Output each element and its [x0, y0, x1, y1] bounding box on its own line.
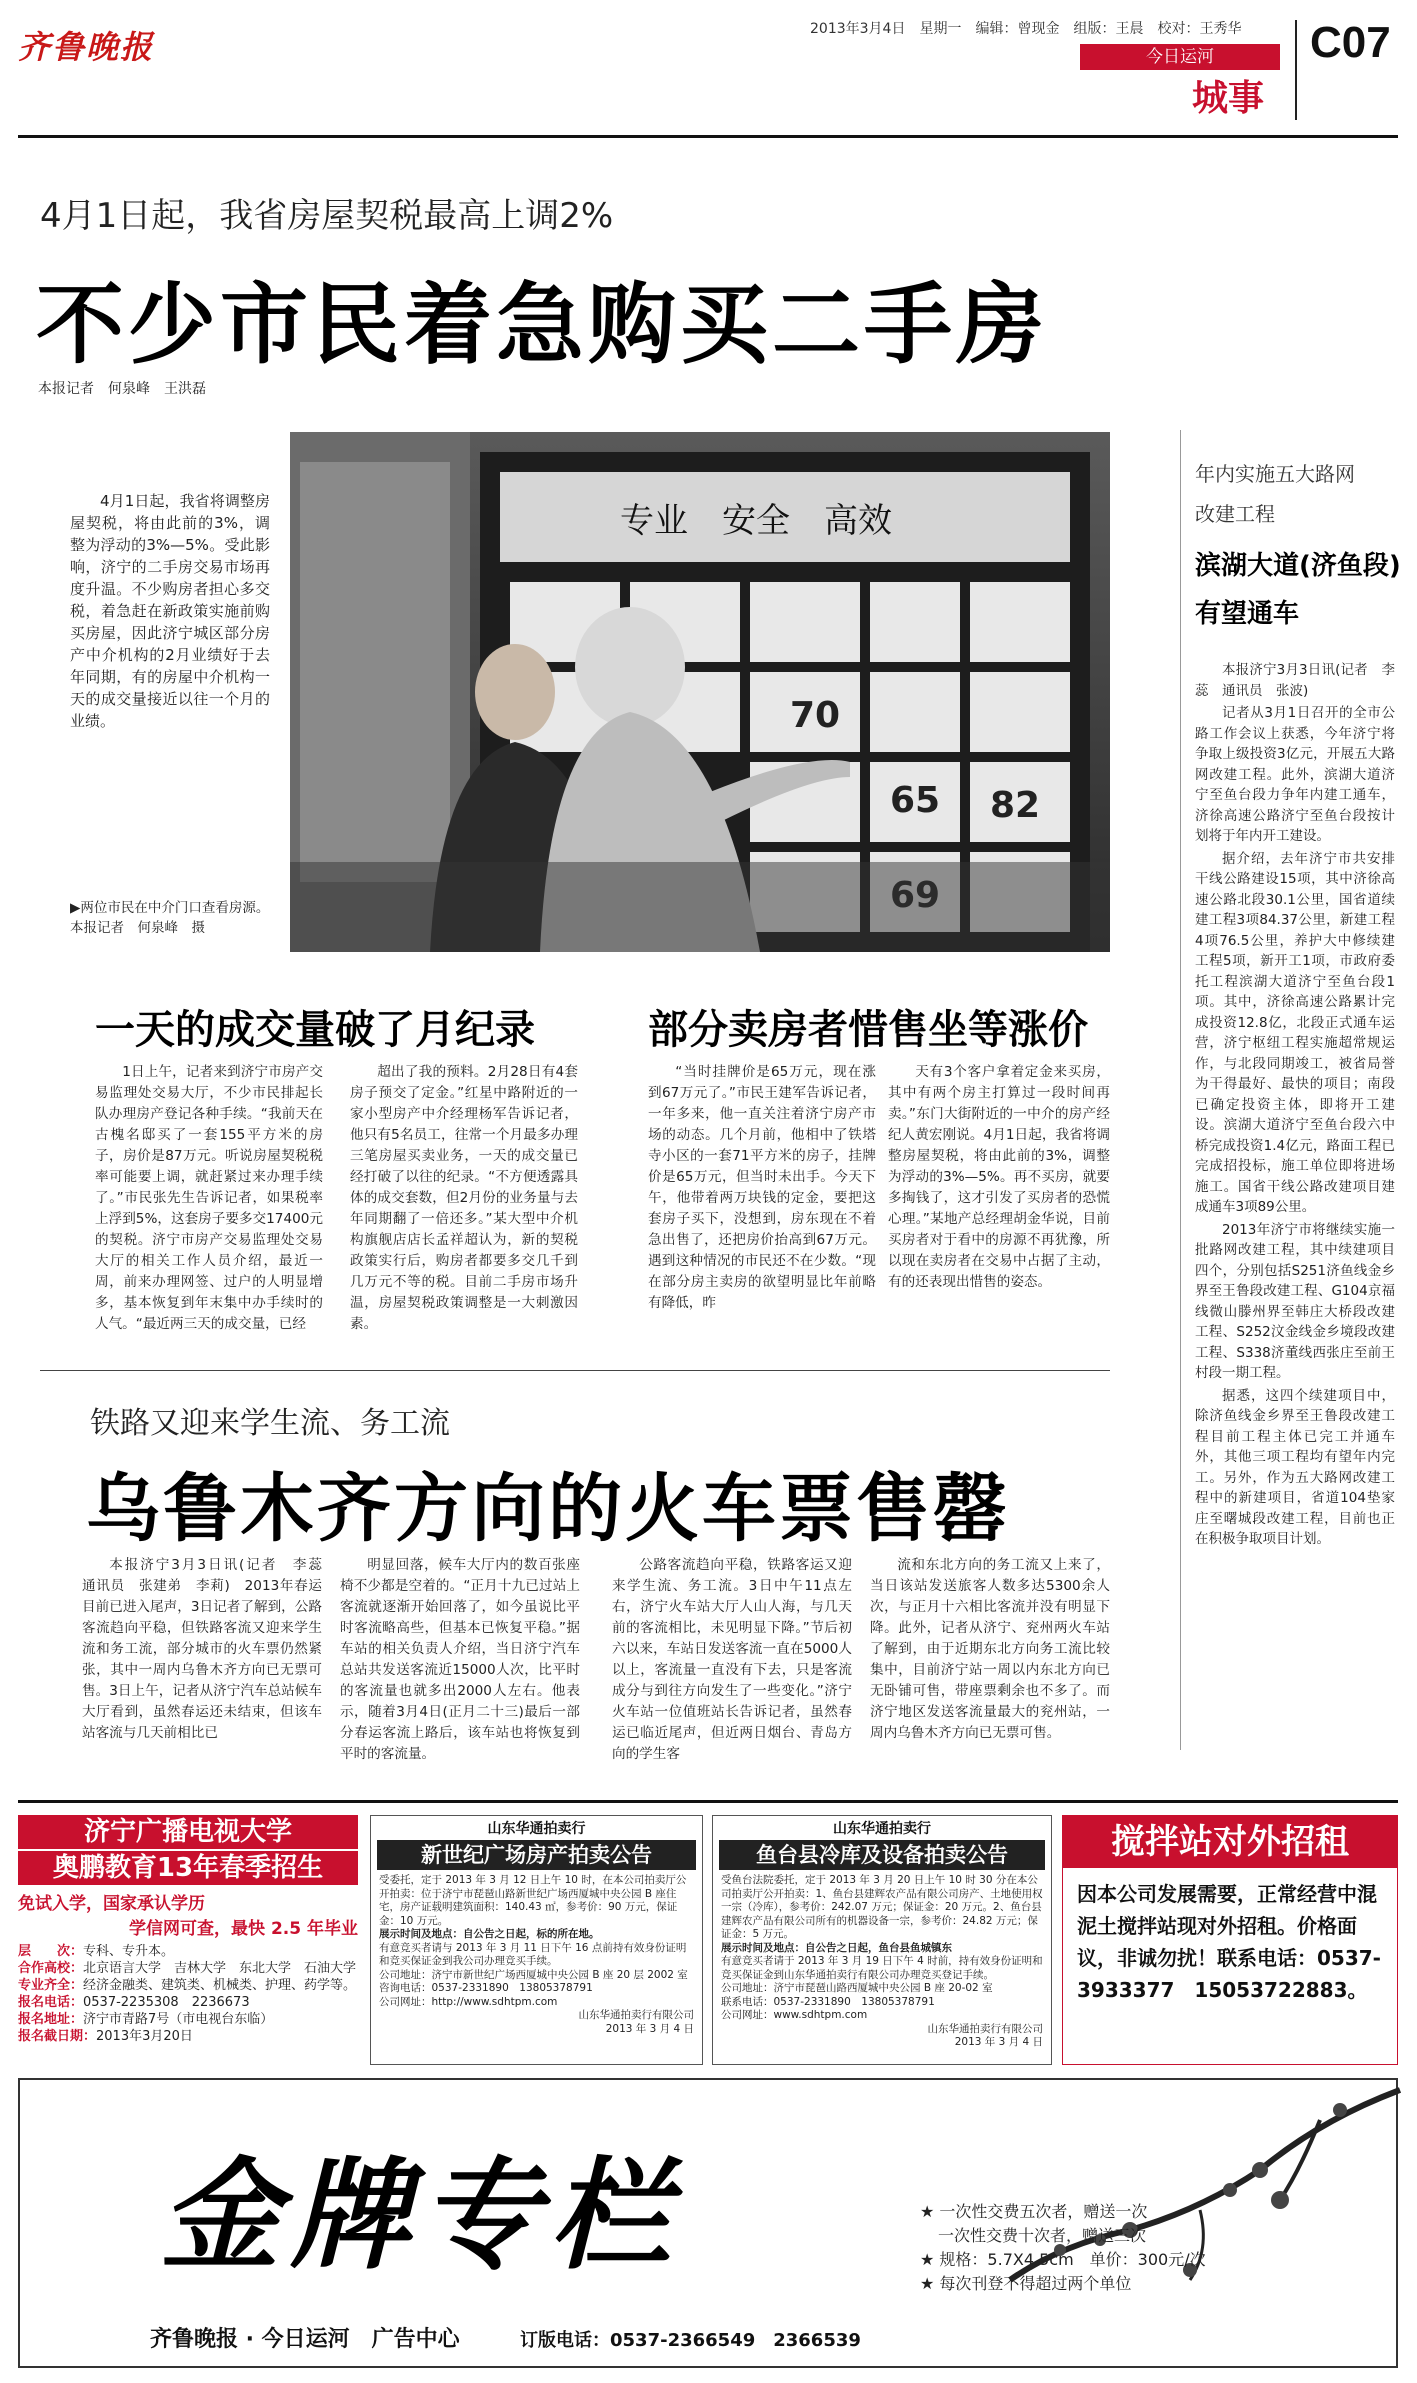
ad1-level-row — [18, 1943, 358, 1960]
ad2-body: 受委托，定于 2013 年 3 月 12 日上午 10 时，在本公司拍卖厅公开拍卖：位于济宁市琵琶山路新世纪广场西厦城中央公园 B 座住宅，房产证载明建筑面积：140.43 ㎡，参考价：90 万元，保证金：10 万元。 — [379, 1874, 687, 1927]
ad1-phone-label: 报名电话： — [18, 1995, 84, 2010]
page-number: C07 — [1310, 18, 1391, 67]
photo-listing-3: 82 — [990, 785, 1041, 826]
story1-col-4-text: 天有3个客户拿着定金来买房，其中有两个房主打算过一段时间再卖。”东门大街附近的一中介的房产经纪人黄宏刚说。4月1日起，我省将调整房屋契税，将由此前的3%，调整为浮动的3%—5%。再不买房，就要多掏钱了，这才引发了买房者的恐慌心理。”某地产总经理胡金华说，目前买房者对于看中的房源不再犹豫，所以现在卖房者在交易中占据了主动，有的还表现出惜售的姿态。 — [888, 1064, 1110, 1290]
sidebar-body — [1195, 660, 1395, 1750]
page-meta: 2013年3月4日 星期一 编辑：曾现金 组版：王晨 校对：王秀华 — [810, 21, 1242, 37]
masthead-rule — [18, 135, 1398, 138]
photo-caption-text: ▶两位市民在中介门口查看房源。 — [70, 900, 270, 916]
ad1-deadline-label: 报名截日期： — [18, 2029, 97, 2044]
ad-auction-1 — [370, 1815, 703, 2065]
ad1-majors: 经济金融类、建筑类、机械类、护理、药学等。 — [83, 1978, 357, 1993]
sidebar-byline: 本报济宁3月3日讯(记者 李蕊 通讯员 张波) — [1195, 662, 1395, 699]
ad3-show: 展示时间及地点：自公告之日起，鱼台县鱼城镇东 — [721, 1941, 952, 1954]
ads-rule — [18, 1800, 1398, 1803]
ad1-deadline-row — [18, 2028, 358, 2045]
sidebar-divider — [1180, 430, 1181, 1750]
story2-col-3 — [612, 1555, 852, 1765]
ad-gold-column — [18, 2078, 1398, 2368]
ad3-sign: 山东华通拍卖行有限公司 — [927, 2022, 1043, 2035]
story2-col-1-text: 本报济宁3月3日讯(记者 李蕊 通讯员 张建弟 李莉) 2013年春运目前已进入尾声，3日记者了解到，公路客流趋向平稳，但铁路客流又迎来学生流和务工流，部分城市的火车票仍然紧张，其中一周内乌鲁木齐方向已无票可售。3日上午，记者从济宁汽车总站候车大厅看到，虽然春运还未结束，但该车站客流与几天前相比已 — [82, 1557, 336, 1741]
story1-col-3 — [648, 1062, 876, 1342]
ad1-majors-row — [18, 1977, 358, 1994]
ad1-level-label: 层 次： — [18, 1944, 84, 1959]
story1-col-4 — [888, 1062, 1110, 1342]
gold-footer: 齐鲁晚报 · 今日运河 广告中心 — [150, 2327, 460, 2352]
section-name: 城事 — [1192, 78, 1265, 119]
story2-kicker: 铁路又迎来学生流、务工流 — [90, 1406, 450, 1441]
sidebar-paragraph-3: 2013年济宁市将继续实施一批路网改建工程，其中续建项目四个，分别包括S251济鱼线金乡界至王鲁段改建工程、G104京福线微山滕州界至韩庄大桥段改建工程、S252汶金线金乡境段改建工程、S338济董线西张庄至前王村段一期工程。 — [1195, 1221, 1395, 1381]
sidebar-kicker-2: 改建工程 — [1195, 502, 1275, 526]
story2-col-1 — [82, 1555, 336, 1765]
ad2-show: 展示时间及地点：自公告之日起，标的所在地。 — [379, 1928, 600, 1940]
story1-col-1 — [95, 1062, 323, 1342]
story1-col-2 — [350, 1062, 578, 1342]
ad2-addr: 公司地址：济宁市新世纪广场西厦城中央公园 B 座 20 层 2002 室 — [379, 1968, 688, 1981]
person-face-1 — [475, 644, 555, 740]
ad3-tel: 联系电话：0537-2331890 13805378791 — [721, 1995, 935, 2008]
story2-col-4-text: 流和东北方向的务工流又上来了，当日该站发送旅客人数多达5300余人次，与正月十六相比客流并没有明显下降。此外，记者从济宁、兖州两火车站了解到，由于近期东北方向务工流比较集中，目前济宁站一周以内东北方向已无卧铺可售，带座票剩余也不多了。而济宁地区发送客流量最大的兖州站，一周内乌鲁木齐方向已无票可售。 — [870, 1557, 1110, 1741]
ad2-web: 公司网址：http://www.sdhtpm.com — [379, 1995, 558, 2008]
story1-intro — [70, 490, 270, 890]
story2-headline: 乌鲁木齐方向的火车票售罄 — [86, 1466, 1010, 1552]
photo-sign-top: 专业 安全 高效 — [620, 501, 892, 541]
ad3-body: 受鱼台法院委托，定于 2013 年 3 月 20 日上午 10 时 30 分在本公司拍卖厅公开拍卖：1、鱼台县建辉农产品有限公司房产、土地使用权一宗（冷库），参考价：242.07 万元；保证金：20 万元。2、鱼台县建辉农产品有限公司所有的机器设备一宗，参考价：24.82 万元；保证金：5 万元。 — [721, 1874, 1043, 1940]
ad-mixing-station — [1062, 1815, 1398, 2065]
story1-subhead-2: 部分卖房者惜售坐等涨价 — [648, 1007, 1088, 1053]
story1-photo — [290, 432, 1110, 952]
story2-col-2-text: 明显回落，候车大厅内的数百张座椅不少都是空着的。“正月十九已过站上客流就逐渐开始回落了，如今虽说比平时客流略高些，但基本已恢复平稳。”据车站的相关负责人介绍，当日济宁汽车总站共发送客流近15000人次，比平时的客流量也就多出2000人左右。他表示，随着3月4日(正月二十三)最后一部分春运客流上路后，该车站也将恢复到平时的客流量。 — [340, 1557, 580, 1762]
paper-logo: 齐鲁晚报 — [18, 28, 155, 66]
ad1-partners-label: 合作高校： — [18, 1961, 84, 1976]
photo-credit: 本报记者 何泉峰 摄 — [70, 920, 205, 936]
ad1-majors-label: 专业齐全： — [18, 1978, 84, 1993]
ad-auction-2 — [712, 1815, 1052, 2065]
story2-col-3-text: 公路客流趋向平稳，铁路客运又迎来学生流、务工流。3日中午11点左右，济宁火车站大厅人山人海，与几天前的客流相比，未见明显下降。”节后初六以来，车站日发送客流一直在5000人以上，客流量一直没有下去，只是客流成分与到往方向发生了一些变化。”济宁火车站一位值班站长告诉记者，虽然春运已临近尾声，但近两日烟台、青岛方向的学生客 — [612, 1557, 852, 1762]
ad1-addr-row — [18, 2011, 358, 2028]
ad1-addr: 济宁市青路7号（市电视台东临） — [83, 2012, 274, 2027]
ad1-addr-label: 报名地址： — [18, 2012, 84, 2027]
gold-perk-3: ★ 规格：5.7X4.5cm 单价：300元/次 — [920, 2250, 1206, 2269]
ad2-reg: 有意竞买者请与 2013 年 3 月 11 日下午 16 点前持有效身份证明和竞买保证金到我公司办理竞买手续。 — [379, 1941, 687, 1967]
section-tag: 今日运河 — [1080, 44, 1280, 70]
story2-col-2 — [340, 1555, 580, 1765]
story-divider — [40, 1370, 1110, 1371]
ad1-deadline: 2013年3月20日 — [96, 2029, 193, 2044]
ad2-tel: 咨询电话：0537-2331890 13805378791 — [379, 1982, 593, 1994]
sidebar-paragraph-4: 据悉，这四个续建项目中，除济鱼线金乡界至王鲁段改建工程目前工程主体已完工并通车外，其他三项工程均有望年内完工。另外，作为五大路网改建工程中的新建项目，省道104垫家庄至曙城段改建工程，目前也正在积极争取项目计划。 — [1195, 1387, 1395, 1547]
ad2-title: 新世纪广场房产拍卖公告 — [377, 1840, 696, 1870]
story2-col-4 — [870, 1555, 1110, 1765]
ad2-date: 2013 年 3 月 4 日 — [605, 2022, 694, 2035]
ad2-sign: 山东华通拍卖行有限公司 — [578, 2009, 694, 2021]
ad1-line3: 免试入学，国家承认学历 — [18, 1894, 205, 1914]
gold-phone: 订版电话：0537-2366549 2366539 — [520, 2330, 861, 2351]
story1-kicker: 4月1日起，我省房屋契税最高上调2% — [40, 196, 614, 236]
ad1-line1: 济宁广播电视大学 — [18, 1815, 358, 1849]
ad1-line4: 学信网可查，最快 2.5 年毕业 — [129, 1919, 358, 1939]
ad3-date: 2013 年 3 月 4 日 — [954, 2036, 1043, 2048]
sidebar-paragraph-2: 据介绍，去年济宁市共安排干线公路建设15项，其中济徐高速公路北段30.1公里，国省道续建工程3项84.37公里，新建工程4项76.5公里，养护大中修续建工程5项，新开工1项，市政府委托工程滨湖大道济宁至鱼台段1项。其中，济徐高速公路累计完成投资12.8亿，北段正式通车运营，济宁枢纽工程实施超常规运作，与北段同期竣工，被省局誉为干得最好、最快的项目；南段已确定投资主体，即将开工建设。滨湖大道济宁至鱼台段六中桥完成投资1.4亿元，路面工程已完成招投标，施工单位即将进场施工。国省干线公路改建项目建成通车3项89公里。 — [1195, 850, 1395, 1215]
sidebar-headline-2: 有望通车 — [1195, 599, 1300, 629]
gold-perk-4: ★ 每次刊登不得超过两个单位 — [920, 2274, 1132, 2293]
ad3-org: 山东华通拍卖行 — [833, 1821, 931, 1837]
ad3-web: 公司网址：www.sdhtpm.com — [721, 2009, 868, 2021]
gold-perk-2: 一次性交费十次者，赠送三次 — [938, 2226, 1147, 2245]
ad1-phone: 0537-2235308 2236673 — [83, 1995, 250, 2010]
storefront-photo-illustration — [290, 432, 1110, 952]
story1-byline: 本报记者 何泉峰 王洪磊 — [38, 381, 206, 397]
story1-col-1-text: 1日上午，记者来到济宁市房产交易监理处交易大厅，不少市民排起长队办理房产登记各种手续。“我前天在古槐名邸买了一套155平方米的房子，房价是87万元。听说房屋契税税率可能要上调，就赶紧过来办理手续了。”市民张先生告诉记者，如果税率上浮到5%，这套房子要多交17400元的契税。济宁市房产交易监理处交易大厅的相关工作人员介绍，最近一周，前来办理网签、过户的人明显增多，基本恢复到年末集中办手续时的人气。“最近两三天的成交量，已经 — [95, 1064, 323, 1332]
photo-caption — [70, 898, 280, 938]
gold-perk-1: ★ 一次性交费五次者，赠送一次 — [920, 2202, 1148, 2221]
story1-subhead-1: 一天的成交量破了月纪录 — [95, 1007, 535, 1053]
ad1-phone-row — [18, 1994, 358, 2011]
ad1-level: 专科、专升本。 — [83, 1944, 175, 1959]
ad3-addr: 公司地址：济宁市琵琶山路西厦城中央公园 B 座 20-02 室 — [721, 1982, 993, 1994]
ad1-partners-row — [18, 1960, 358, 1977]
story1-col-3-text: “当时挂牌价是65万元，现在涨到67万元了。”市民王建军告诉记者，一年多来，他一直关注着济宁房产市场的动态。几个月前，他相中了铁塔寺小区的一套71平方米的房子，挂牌价是65万元，但当时未出手。今天下午，他带着两万块钱的定金，要把这套房子买下，没想到，房东现在不着急出售了，还把房价抬高到67万元。遇到这种情况的市民还不在少数。“现在部分房主卖房的欲望明显比年前略有降低，昨 — [648, 1064, 876, 1311]
gold-calligraphy: 金牌专栏 — [160, 2145, 680, 2286]
ad4-title: 搅拌站对外招租 — [1063, 1816, 1397, 1868]
story1-headline: 不少市民着急购买二手房 — [36, 273, 1049, 376]
ad3-title: 鱼台县冷库及设备拍卖公告 — [719, 1840, 1045, 1870]
ad1-line2: 奥鹏教育13年春季招生 — [18, 1851, 358, 1885]
sidebar-headline-1: 滨湖大道(济鱼段) — [1195, 551, 1401, 581]
ad2-org: 山东华通拍卖行 — [487, 1821, 586, 1837]
story1-col-2-text: 超出了我的预料。2月28日有4套房子预交了定金。”红星中路附近的一家小型房产中介经理杨军告诉记者，他只有5名员工，往常一个月最多办理三笔房屋买卖业务，一天的成交量已经打破了以往的纪录。“不方便透露具体的成交套数，但2月份的业务量与去年同期翻了一倍还多。”某大型中介机构旗舰店店长孟祥超认为，新的契税政策实行后，购房者都要多交几千到几万元不等的税。目前二手房市场升温，房屋契税政策调整是一大刺激因素。 — [350, 1064, 578, 1332]
photo-listing-1: 70 — [790, 695, 841, 736]
story1-intro-text: 4月1日起，我省将调整房屋契税，将由此前的3%，调整为浮动的3%—5%。受此影响，济宁的二手房交易市场再度升温。不少购房者担心多交税，着急赶在新政策实施前购买房屋，因此济宁城区部分房产中介机构的2月业绩好于去年同期，有的房屋中介机构一天的成交量接近以往一个月的业绩。 — [70, 492, 270, 730]
photo-listing-2: 65 — [890, 780, 941, 821]
ad1-partners: 北京语言大学 吉林大学 东北大学 石油大学 — [83, 1961, 357, 1976]
ad-tv-university — [18, 1815, 358, 2065]
sidebar-paragraph-1: 记者从3月1日召开的全市公路工作会议上获悉，今年济宁将争取上级投资3亿元，开展五大路网改建工程。此外，滨湖大道济宁至鱼台段力争年内建工通车，济徐高速公路济宁至鱼台段按计划将于年内开工建设。 — [1195, 705, 1395, 844]
ad4-body: 因本公司发展需要，正常经营中混泥土搅拌站现对外招租。价格面议，非诚勿扰！联系电话：0537-3933377 15053722883。 — [1077, 1882, 1381, 2002]
ad3-reg: 有意竞买者请于 2013 年 3 月 19 日下午 4 时前，持有效身份证明和竞买保证金到山东华通拍卖行有限公司办理竞买登记手续。 — [721, 1955, 1043, 1981]
sidebar-kicker-1: 年内实施五大路网 — [1195, 462, 1355, 486]
masthead-divider — [1295, 20, 1297, 120]
